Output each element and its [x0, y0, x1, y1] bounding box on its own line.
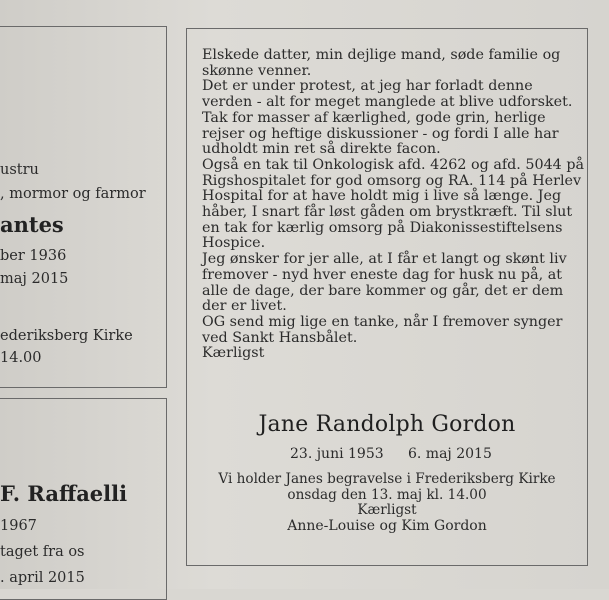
message-line: Hospice.: [202, 235, 266, 252]
message-line: en tak for kærlig omsorg på Diakonissestiftelsens: [202, 219, 563, 236]
left-fragment: taget fra os: [0, 544, 85, 560]
message-line: Hospital for at have holdt mig i live så længe. Jeg: [202, 188, 562, 205]
funeral-notice: [186, 472, 588, 534]
left-fragment: maj 2015: [0, 271, 69, 287]
message-line: Det er under protest, at jeg har forladt denne: [202, 78, 533, 95]
message-line: Også en tak til Onkologisk afd. 4262 og afd. 5044 på: [202, 156, 585, 173]
left-fragment: ber 1936: [0, 248, 67, 264]
left-name: F. Raffaelli: [0, 481, 128, 506]
deceased-name: Jane Randolph Gordon: [258, 412, 516, 437]
message-line: Elskede datter, min dejlige mand, søde familie og: [202, 47, 561, 63]
message-line: håber, I snart får løst gåden om brystkræft. Til slut: [202, 204, 573, 221]
left-fragment: . april 2015: [0, 570, 85, 586]
left-fragment: ederiksberg Kirke: [0, 328, 133, 344]
left-fragment: 1967: [0, 518, 37, 534]
message-line: OG send mig lige en tanke, når I fremover synger: [202, 313, 563, 330]
message-line: Tak for masser af kærlighed, gode grin, herlige: [202, 109, 546, 126]
closing: Kærligst: [357, 502, 417, 518]
message-line: udholdt min ret så direkte facon.: [202, 141, 441, 158]
message-line: fremover - nyd hver eneste dag for husk nu på, at: [202, 266, 562, 283]
message-line: Rigshospitalet for god omsorg og RA. 114 på Herlev: [202, 172, 582, 189]
message-line: verden - alt for meget manglede at blive udforsket.: [202, 94, 573, 111]
funeral-line: onsdag den 13. maj kl. 14.00: [287, 486, 487, 503]
funeral-line: Vi holder Janes begravelse i Frederiksberg Kirke: [218, 471, 556, 487]
left-fragment: 14.00: [0, 350, 42, 366]
message-line: rejser og heftige diskussioner - og fordi I alle har: [202, 125, 559, 142]
left-fragment: ustru: [0, 162, 39, 178]
message-line: alle de dage, der bare kommer og går, det er dem: [202, 282, 564, 299]
message-signoff: Kærligst: [202, 345, 265, 362]
message-line: der er livet.: [202, 298, 287, 315]
left-name: antes: [0, 212, 64, 237]
message-line: Jeg ønsker for jer alle, at I får et langt og skønt liv: [202, 251, 567, 268]
message-line: ved Sankt Hansbålet.: [202, 329, 358, 346]
obituary-message: [202, 47, 585, 362]
birth-date: 23. juni 1953: [290, 446, 384, 462]
death-date: 6. maj 2015: [408, 446, 492, 462]
left-fragment: , mormor og farmor: [0, 186, 146, 202]
signers: Anne-Louise og Kim Gordon: [287, 517, 487, 534]
message-line: skønne venner.: [202, 62, 312, 79]
